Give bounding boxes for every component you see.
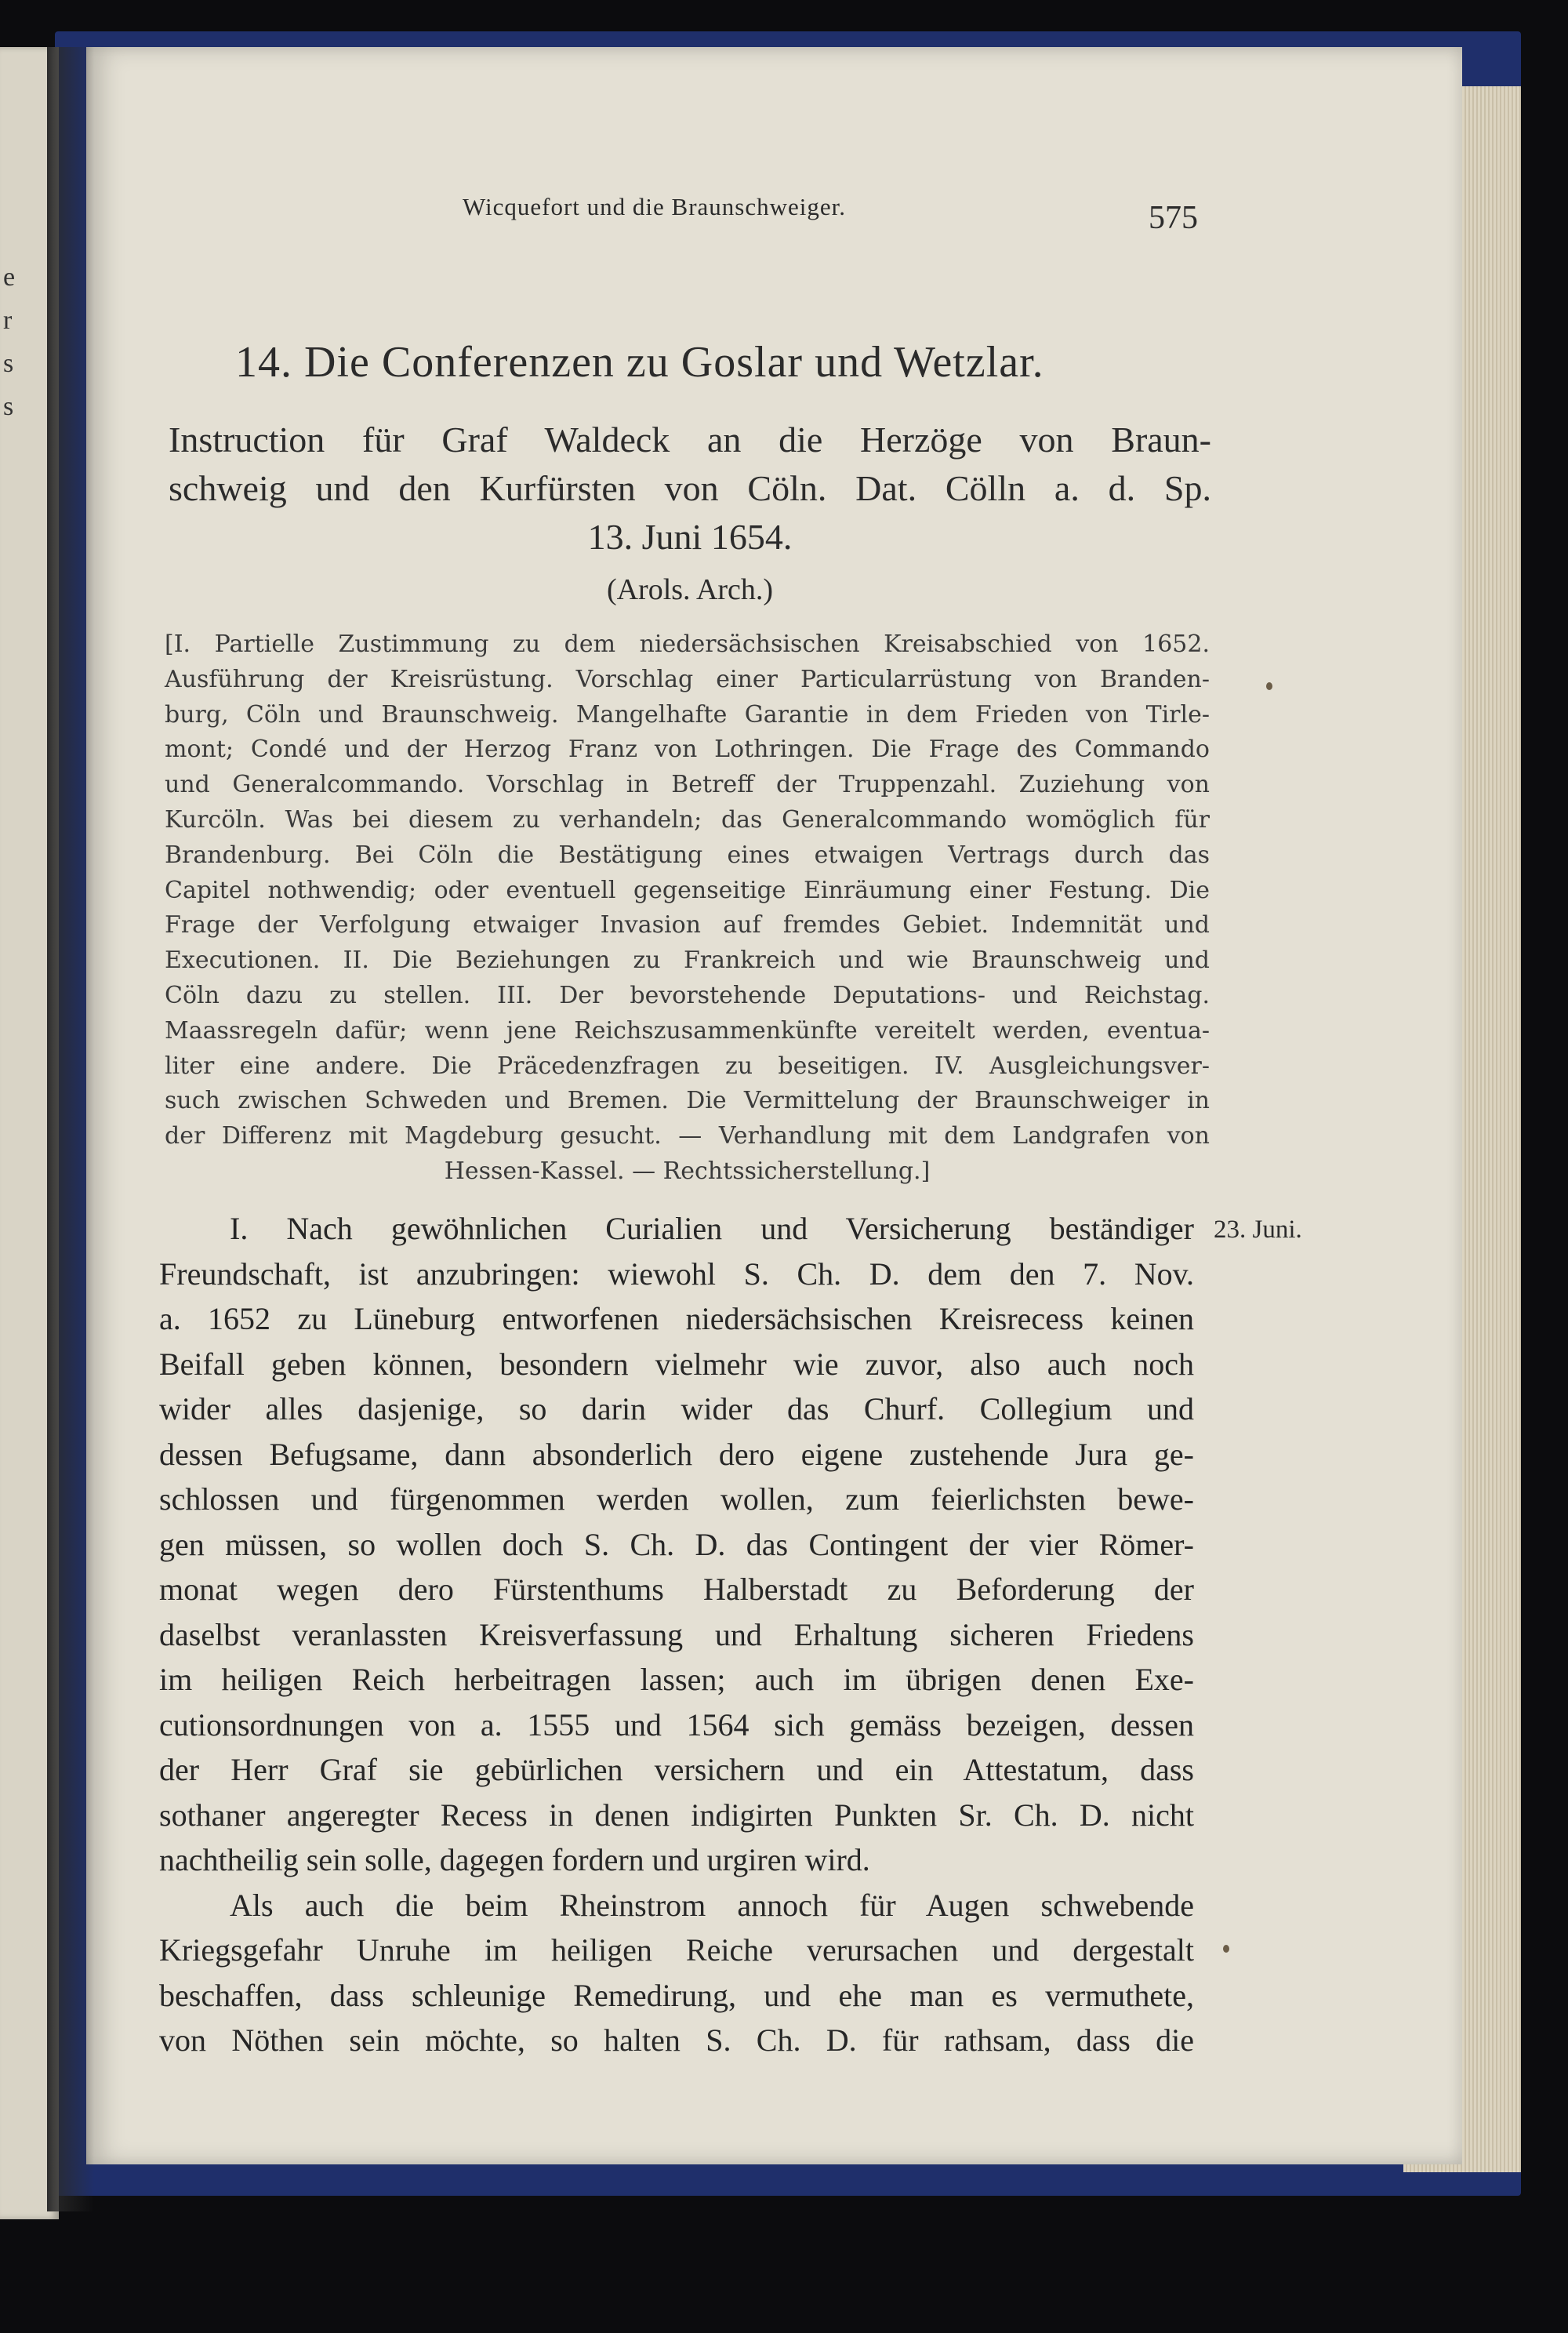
- body-line: schlossen und fürgenommen werden wollen, zum feierlichsten bewe-: [159, 1481, 1194, 1517]
- paper-speck: [1266, 682, 1272, 690]
- body-line: dessen Befugsame, dann absonderlich dero eigene zustehende Jura ge-: [159, 1436, 1194, 1472]
- body-line: gen müssen, so wollen doch S. Ch. D. das Contingent der vier Römer-: [159, 1526, 1194, 1562]
- left-page-fragment: r: [3, 306, 13, 335]
- summary-line: Executionen. II. Die Beziehungen zu Frankreich und wie Braunschweig und: [165, 947, 1210, 975]
- summary-line: und Generalcommando. Vorschlag in Betreff der Truppenzahl. Zuziehung von: [165, 771, 1210, 799]
- summary-line: liter eine andere. Die Präcedenzfragen zu beseitigen. IV. Ausgleichungsver-: [165, 1052, 1210, 1080]
- page-number: 575: [1149, 200, 1198, 236]
- left-page-fragment: s: [3, 349, 14, 378]
- body-line: I. Nach gewöhnlichen Curialien und Versicherung beständiger: [230, 1211, 1194, 1246]
- body-line: wider alles dasjenige, so darin wider das Churf. Collegium und: [159, 1391, 1194, 1426]
- body-line: a. 1652 zu Lüneburg entworfenen niedersächsischen Kreisrecess keinen: [159, 1301, 1194, 1336]
- instruction-title: [169, 416, 1211, 561]
- body-line: beschaffen, dass schleunige Remedirung, und ehe man es vermuthete,: [159, 1977, 1194, 2013]
- summary-line: der Differenz mit Magdeburg gesucht. — Verhandlung mit dem Landgrafen von: [165, 1122, 1210, 1150]
- summary-line: Frage der Verfolgung etwaiger Invasion auf fremdes Gebiet. Indemnität und: [165, 911, 1210, 939]
- body-line: cutionsordnungen von a. 1555 und 1564 sich gemäss bezeigen, dessen: [159, 1706, 1194, 1742]
- left-page-fragment: s: [3, 392, 14, 421]
- body-line: Freundschaft, ist anzubringen: wiewohl S. Ch. D. dem den 7. Nov.: [159, 1256, 1194, 1292]
- summary-line: [I. Partielle Zustimmung zu dem niedersächsischen Kreisabschied von 1652.: [165, 630, 1210, 658]
- body-line: daselbst veranlassten Kreisverfassung und Erhaltung sicheren Friedens: [159, 1616, 1194, 1652]
- summary-line: Kurcöln. Was bei diesem zu verhandeln; das Generalcommando womöglich für: [165, 805, 1210, 834]
- summary-line: mont; Condé und der Herzog Franz von Lothringen. Die Frage des Commando: [165, 736, 1210, 764]
- body-text: [159, 1206, 1194, 2063]
- body-line: Als auch die beim Rheinstrom annoch für Augen schwebende: [230, 1887, 1194, 1923]
- body-line: monat wegen dero Fürstenthums Halberstadt zu Beforderung der: [159, 1572, 1194, 1607]
- summary-line: Cöln dazu zu stellen. III. Der bevorstehende Deputations- und Reichstag.: [165, 981, 1210, 1009]
- instruction-title-date: 13. Juni 1654.: [587, 517, 793, 557]
- body-line: von Nöthen sein möchte, so halten S. Ch. D. für rathsam, dass die: [159, 2022, 1194, 2058]
- summary-block: [165, 627, 1210, 1190]
- summary-line: burg, Cöln und Braunschweig. Mangelhafte Garantie in dem Frieden von Tirle-: [165, 700, 1210, 729]
- summary-line: Hessen-Kassel. — Rechtssicherstellung.]: [444, 1157, 931, 1185]
- body-line: der Herr Graf sie gebürlichen versichern und ein Attestatum, dass: [159, 1752, 1194, 1787]
- instruction-title-line: schweig und den Kurfürsten von Cöln. Dat. Cölln a. d. Sp.: [169, 468, 1211, 508]
- body-line: Kriegsgefahr Unruhe im heiligen Reiche verursachen und dergestalt: [159, 1932, 1194, 1968]
- summary-line: such zwischen Schweden und Bremen. Die Vermittelung der Braunschweiger in: [165, 1087, 1210, 1115]
- archive-note: (Arols. Arch.): [606, 573, 774, 606]
- instruction-title-line: Instruction für Graf Waldeck an die Herzöge von Braun-: [169, 420, 1211, 460]
- summary-line: Maassregeln dafür; wenn jene Reichszusammenkünfte vereitelt werden, eventua-: [165, 1016, 1210, 1045]
- spine-shadow: [47, 47, 94, 2211]
- summary-line: Brandenburg. Bei Cöln die Bestätigung eines etwaigen Vertrags durch das: [165, 841, 1210, 869]
- left-page-fragment: e: [3, 263, 16, 292]
- summary-line: Capitel nothwendig; oder eventuell gegenseitige Einräumung einer Festung. Die: [165, 876, 1210, 904]
- body-line: Beifall geben können, besondern vielmehr wie zuvor, also auch noch: [159, 1346, 1194, 1382]
- body-line: im heiligen Reich herbeitragen lassen; auch im übrigen denen Exe-: [159, 1662, 1194, 1697]
- body-line: nachtheilig sein solle, dagegen fordern und urgiren wird.: [159, 1842, 870, 1877]
- margin-date: 23. Juni.: [1214, 1216, 1302, 1244]
- section-heading: 14. Die Conferenzen zu Goslar und Wetzlar.: [235, 338, 1044, 387]
- summary-line: Ausführung der Kreisrüstung. Vorschlag einer Particularrüstung von Branden-: [165, 665, 1210, 693]
- running-head: Wicquefort und die Braunschweiger.: [463, 193, 846, 220]
- body-line: sothaner angeregter Recess in denen indigirten Punkten Sr. Ch. D. nicht: [159, 1797, 1194, 1833]
- paper-speck: [1223, 1945, 1229, 1953]
